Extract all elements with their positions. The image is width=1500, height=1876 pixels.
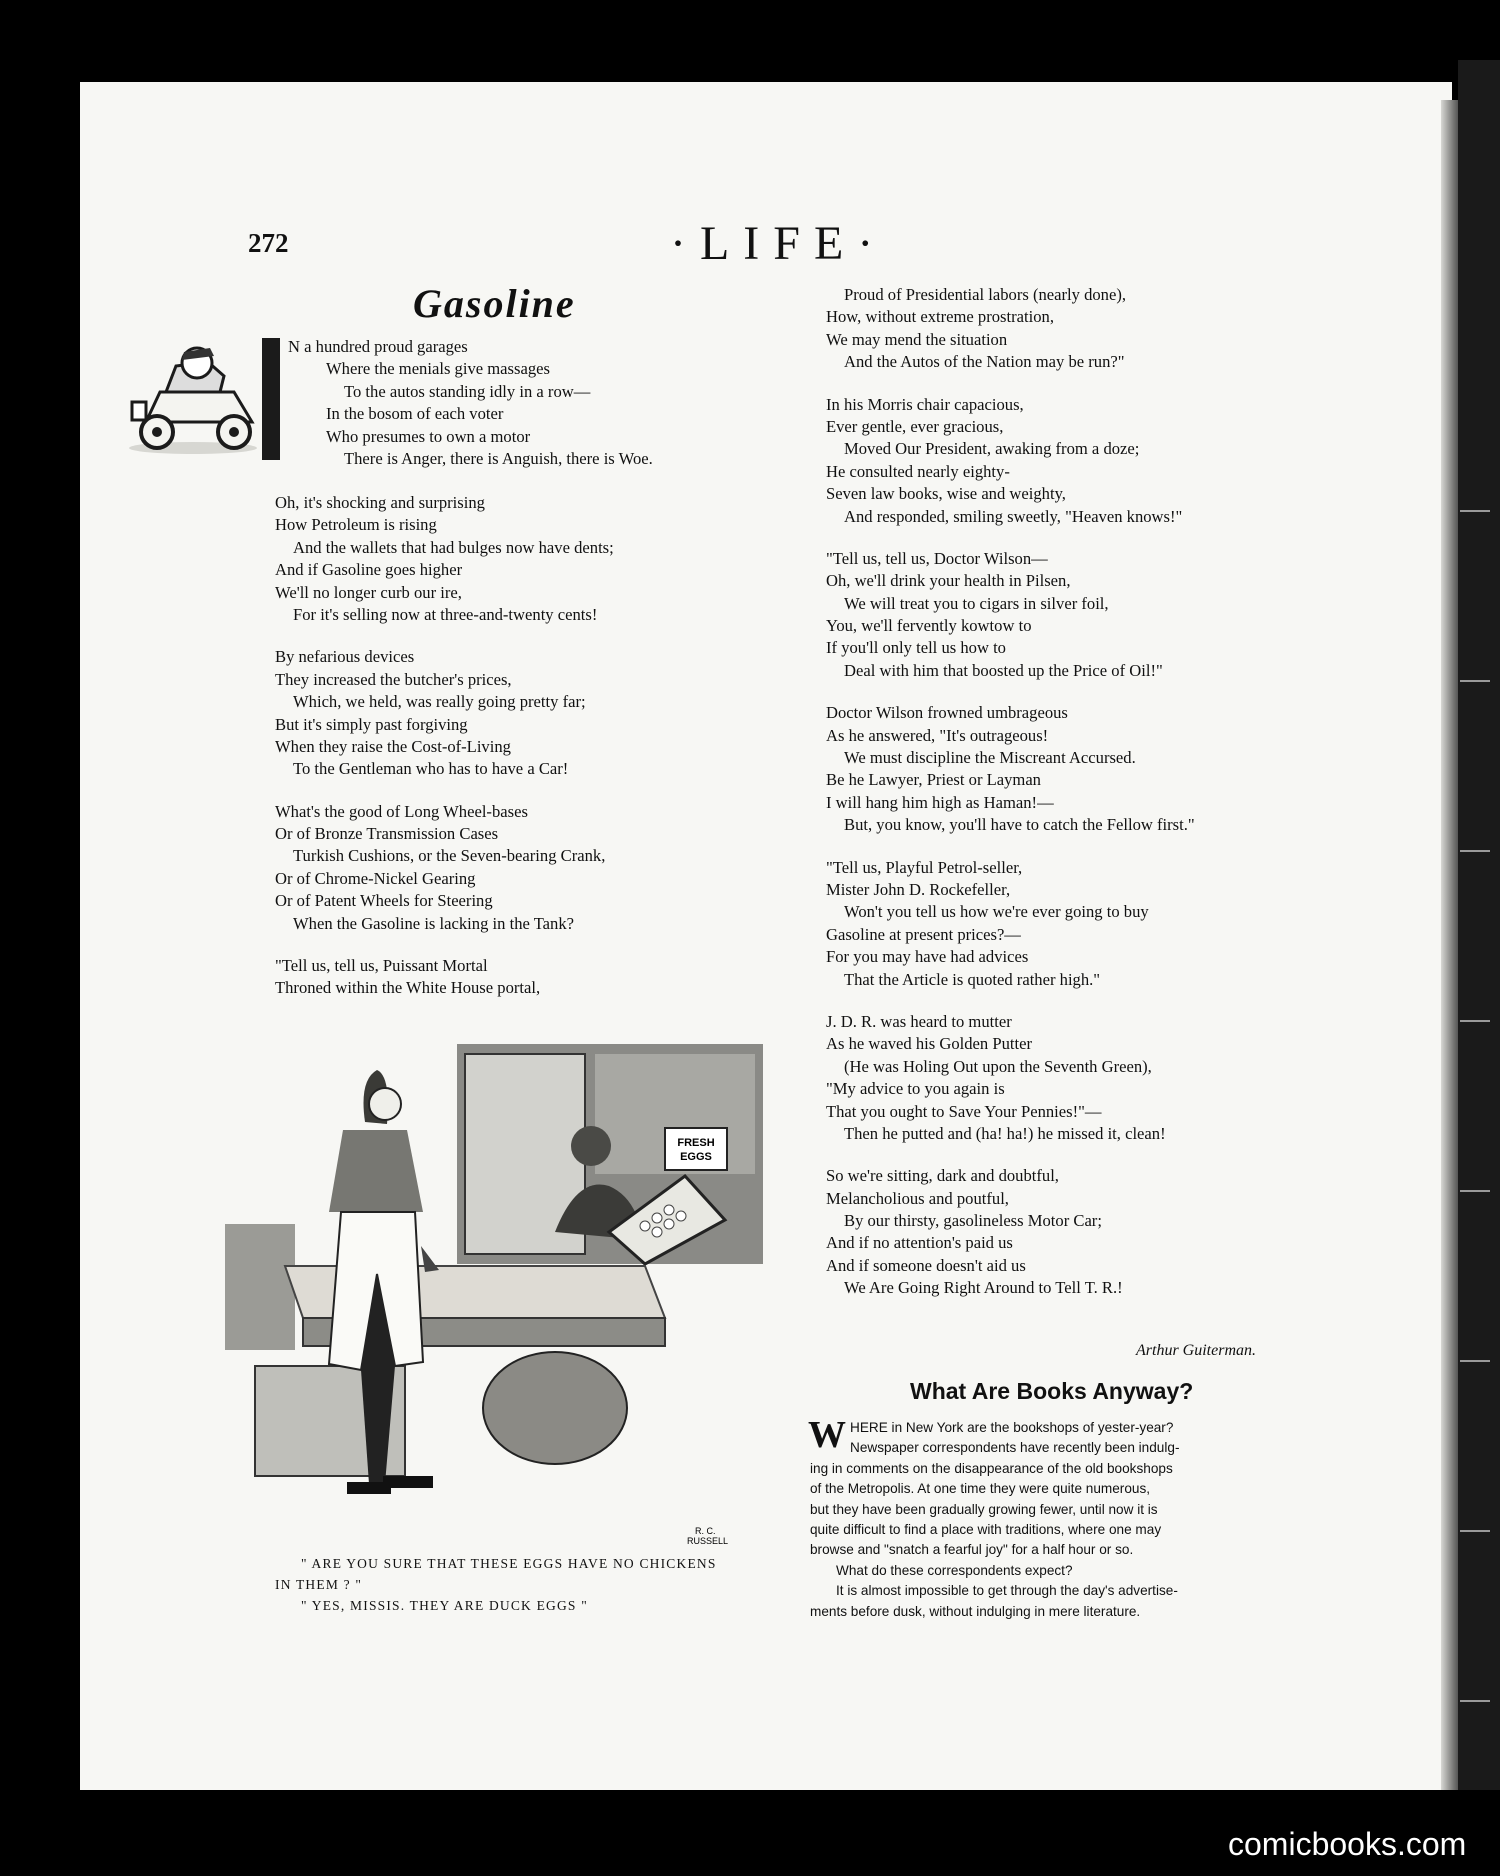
article-line: HERE in New York are the bookshops of yester-year? <box>850 1420 1174 1435</box>
poem-line: How, without extreme prostration, <box>826 307 1054 327</box>
poem-line: Gasoline at present prices?— <box>826 924 1021 944</box>
article-line: of the Metropolis. At one time they were quite numerous, <box>810 1481 1151 1497</box>
cartoon-artist-signature: R. C. <box>695 1526 716 1536</box>
poem-line: "My advice to you again is <box>826 1079 1005 1099</box>
site-watermark: comicbooks.com <box>1228 1826 1467 1862</box>
poem-line: How Petroleum is rising <box>275 515 437 535</box>
poem-line: We must discipline the Miscreant Accursed. <box>844 748 1136 768</box>
poem-line: In his Morris chair capacious, <box>826 394 1024 414</box>
cartoon-artist-signature: RUSSELL <box>687 1536 729 1546</box>
poem-line: He consulted nearly eighty- <box>826 461 1010 481</box>
poem-line: I will hang him high as Haman!— <box>826 792 1054 812</box>
caption-line: IN THEM ? " <box>275 1577 363 1592</box>
poem-line: What's the good of Long Wheel-bases <box>275 801 528 821</box>
poem-line: That the Article is quoted rather high." <box>844 969 1101 989</box>
poem-line: Or of Chrome-Nickel Gearing <box>275 868 476 888</box>
poem-line: You, we'll fervently kowtow to <box>826 616 1032 636</box>
poem-line: There is Anger, there is Anguish, there is Woe. <box>344 448 653 468</box>
poem-line: "Tell us, Playful Petrol-seller, <box>826 857 1023 877</box>
poem-line: Deal with him that boosted up the Price of Oil!" <box>844 660 1163 680</box>
poem-line: Moved Our President, awaking from a doze; <box>844 439 1140 459</box>
fresh-eggs-sign-text: EGGS <box>680 1151 712 1163</box>
article-title: What Are Books Anyway? <box>910 1378 1194 1404</box>
poem-line: By nefarious devices <box>275 647 415 667</box>
poem-line: We may mend the situation <box>826 329 1008 349</box>
poem-line: That you ought to Save Your Pennies!"— <box>826 1101 1102 1121</box>
article-line: It is almost impossible to get through the day's advertise- <box>836 1583 1178 1599</box>
poem-line: Then he putted and (ha! ha!) he missed it, clean! <box>844 1123 1166 1143</box>
article-line: Newspaper correspondents have recently been indulg- <box>850 1440 1180 1456</box>
poem-line: And if Gasoline goes higher <box>275 560 463 580</box>
poem-line: Oh, we'll drink your health in Pilsen, <box>826 571 1071 591</box>
masthead: ·LIFE· <box>670 217 888 270</box>
poem-line: Or of Bronze Transmission Cases <box>275 824 499 844</box>
poem-line: Won't you tell us how we're ever going to buy <box>844 902 1149 922</box>
poem-line: And if no attention's paid us <box>826 1233 1013 1253</box>
poem-line: Turkish Cushions, or the Seven-bearing Crank, <box>293 846 606 866</box>
poem-line: But it's simply past forgiving <box>275 714 468 734</box>
cartoon-caption <box>275 1553 717 1616</box>
poem-line: As he answered, "It's outrageous! <box>826 725 1049 745</box>
poem-line: In the bosom of each voter <box>326 404 504 424</box>
poem-line: If you'll only tell us how to <box>826 638 1006 658</box>
poem-line: And if someone doesn't aid us <box>826 1255 1026 1275</box>
poem-line: Proud of Presidential labors (nearly done), <box>844 285 1127 304</box>
poem-line: We Are Going Right Around to Tell T. R.! <box>844 1278 1123 1298</box>
poem-line: J. D. R. was heard to mutter <box>826 1011 1012 1031</box>
poem-line: "Tell us, tell us, Puissant Mortal <box>275 956 488 976</box>
article-line: quite difficult to find a place with traditions, where one may <box>810 1521 1162 1537</box>
car-illustration <box>118 336 268 462</box>
poem-line: Who presumes to own a motor <box>326 426 531 446</box>
poem-line: But, you know, you'll have to catch the Fellow first." <box>844 815 1195 835</box>
poem-drop-cap <box>262 338 280 460</box>
poem-line: As he waved his Golden Putter <box>826 1034 1033 1054</box>
article-line: but they have been gradually growing fewer, until now it is <box>810 1501 1158 1517</box>
poem-right-column <box>826 284 1195 1300</box>
next-page-edge <box>1458 60 1500 1790</box>
poem-line: To the autos standing idly in a row— <box>344 381 591 401</box>
poem-line: Be he Lawyer, Priest or Layman <box>826 770 1041 790</box>
poem-line: Or of Patent Wheels for Steering <box>275 891 493 911</box>
poem-line: We will treat you to cigars in silver foil, <box>844 593 1109 613</box>
poem-author: Arthur Guiterman. <box>1136 1342 1256 1359</box>
poem-line: Mister John D. Rockefeller, <box>826 879 1011 899</box>
article-line: browse and "snatch a fearful joy" for a half hour or so. <box>810 1542 1134 1558</box>
poem-line: To the Gentleman who has to have a Car! <box>293 759 569 779</box>
article-drop-cap: W <box>808 1414 846 1456</box>
poem-line: By our thirsty, gasolineless Motor Car; <box>844 1211 1102 1231</box>
poem-line: Melancholious and poutful, <box>826 1188 1009 1208</box>
poem-line: "Tell us, tell us, Doctor Wilson— <box>826 548 1048 568</box>
poem-line: And the Autos of the Nation may be run?" <box>844 352 1125 372</box>
poem-line: When the Gasoline is lacking in the Tank? <box>293 913 575 933</box>
grocery-cartoon <box>225 1036 775 1548</box>
poem-line: Seven law books, wise and weighty, <box>826 484 1066 504</box>
poem-line: Oh, it's shocking and surprising <box>275 493 485 512</box>
poem-line: We'll no longer curb our ire, <box>275 582 462 602</box>
caption-line: " YES, MISSIS. THEY ARE DUCK EGGS " <box>301 1598 588 1613</box>
poem-line: So we're sitting, dark and doubtful, <box>826 1166 1059 1186</box>
article-line: ing in comments on the disappearance of the old bookshops <box>810 1460 1173 1476</box>
poem-line: When they raise the Cost-of-Living <box>275 736 511 756</box>
poem-line: And responded, smiling sweetly, "Heaven knows!" <box>844 506 1183 526</box>
article-line: What do these correspondents expect? <box>836 1562 1073 1578</box>
article-body <box>810 1418 1320 1622</box>
poem-line: For it's selling now at three-and-twenty cents! <box>293 604 598 624</box>
page-number: 272 <box>248 228 289 258</box>
poem-line: N a hundred proud garages <box>288 337 468 356</box>
poem-line: And the wallets that had bulges now have dents; <box>293 537 614 557</box>
poem-line: Which, we held, was really going pretty far; <box>293 692 586 712</box>
poem-line: Throned within the White House portal, <box>275 978 541 998</box>
poem-line: For you may have had advices <box>826 947 1029 967</box>
poem-line: Doctor Wilson frowned umbrageous <box>826 703 1068 723</box>
caption-line: " ARE YOU SURE THAT THESE EGGS HAVE NO CHICKENS <box>301 1556 717 1571</box>
poem-left-column <box>275 492 614 1000</box>
poem-intro <box>288 336 653 470</box>
article-line: ments before dusk, without indulging in mere literature. <box>810 1603 1141 1619</box>
poem-line: They increased the butcher's prices, <box>275 669 512 689</box>
poem-title: Gasoline <box>413 281 576 326</box>
poem-line: Where the menials give massages <box>326 359 550 379</box>
fresh-eggs-sign-text: FRESH <box>677 1137 715 1149</box>
poem-line: Ever gentle, ever gracious, <box>826 416 1004 436</box>
poem-line: (He was Holing Out upon the Seventh Green), <box>844 1056 1152 1076</box>
